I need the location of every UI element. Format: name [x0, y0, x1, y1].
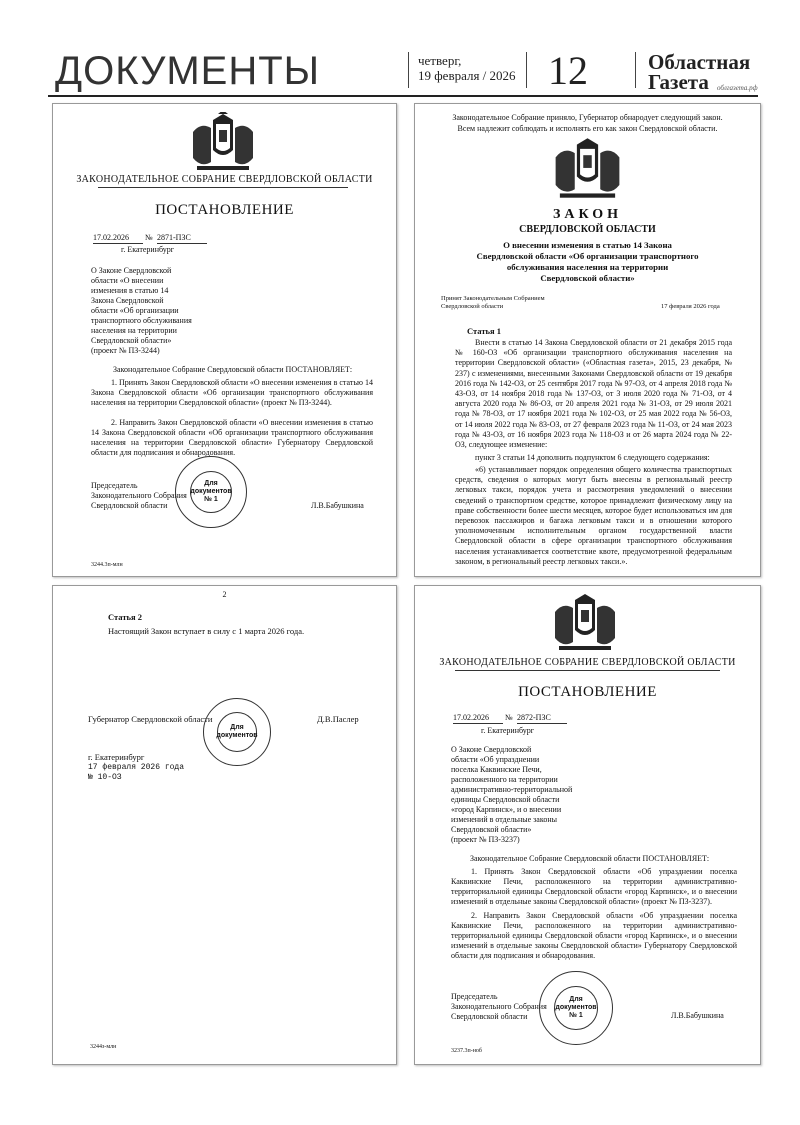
page-number: 12: [548, 48, 588, 93]
subject-line: изменений в отдельные законы: [451, 815, 557, 824]
subject-line: административно-территориальной: [451, 785, 573, 794]
signer-title: [451, 992, 547, 1022]
doc-city: г. Екатеринбург: [121, 245, 175, 254]
adopted-by: [441, 295, 545, 311]
signer-title-line: Законодательного Собрания: [91, 491, 187, 500]
doc-number: 2872-ПЗС: [517, 713, 567, 724]
law-title-line: О внесении изменения в статью 14 Закона: [503, 240, 672, 250]
subject-line: единицы Свердловской области: [451, 795, 560, 804]
seal-stamp-text: Для документов № 1: [190, 471, 233, 514]
coat-of-arms-icon: [545, 136, 630, 202]
doc-date: 17.02.2026: [453, 713, 503, 724]
doc-type: ПОСТАНОВЛЕНИЕ: [155, 202, 294, 218]
item-1: 1. Принять Закон Свердловской области «Об упразднении поселка Каквинские Печи, расположенного на территории административно-территориальной единицы Свердловской области «город Карпинск», и о внесении изменений в отдельные законы Свердловской области» (проект № ПЗ-3237).: [451, 867, 737, 906]
seal-stamp: [203, 698, 271, 766]
subject-line: (проект № ПЗ-3237): [451, 835, 520, 844]
item-1: 1. Принять Закон Свердловской области «О внесении изменения в статью 14 Закона Свердловской области «Об организации транспортного обслуживания населения на территории Свердловской области» (проект № ПЗ-3244).: [91, 378, 373, 407]
doc-type: ПОСТАНОВЛЕНИЕ: [518, 684, 657, 700]
footer-code: 3244.3п-млн: [91, 562, 123, 568]
header-divider: [635, 52, 636, 88]
doc-number-prefix: №: [145, 233, 153, 242]
signer-title: [91, 481, 187, 511]
law-number: № 10-ОЗ: [88, 773, 122, 782]
subject-line: поселка Каквинские Печи,: [451, 765, 542, 774]
signer-title-line: Председатель: [451, 992, 498, 1001]
clause-intro: пункт 3 статьи 14 дополнить подпунктом 6 следующего содержания:: [475, 453, 710, 462]
subject-line: области «Об организации: [91, 306, 179, 315]
signer-name: Л.В.Бабушкина: [671, 1011, 724, 1020]
org-name: ЗАКОНОДАТЕЛЬНОЕ СОБРАНИЕ СВЕРДЛОВСКОЙ ОБЛАСТИ: [76, 174, 373, 185]
document-postanovlenie-2872: [414, 585, 761, 1065]
law-word: ЗАКОН: [552, 207, 623, 222]
issue-date-value: 19 февраля / 2026: [418, 68, 516, 83]
seal-stamp-text: Для документов: [217, 712, 257, 752]
law-region: СВЕРДЛОВСКОЙ ОБЛАСТИ: [519, 224, 656, 235]
sign-date: 17 февраля 2026 года: [88, 763, 185, 772]
intro-text: [415, 112, 760, 134]
subject-line: транспортного обслуживания: [91, 316, 192, 325]
article-text: Внести в статью 14 Закона Свердловской области от 21 декабря 2015 года № 160-ОЗ «Об организации транспортного обслуживания населения на территории Свердловской области» («Областная газета», 2015, 23 декабря, № 237) с изменениями, внесенными Законами Свердловской области от 19 декабря 2016 года № 142-ОЗ, от 25 сентября 2017 года № 97-ОЗ, от 4 апреля 2018 года № 43-ОЗ, от 14 ноября 2018 года № 137-ОЗ, от 3 июля 2020 года № 71-ОЗ, от 4 августа 2020 года № 86-ОЗ, от 20 апреля 2021 года № 31-ОЗ, от 29 июля 2021 года № 78-ОЗ, от 17 ноября 2021 года № 102-ОЗ, от 25 мая 2022 года № 56-ОЗ, от 14 июля 2022 года № 83-ОЗ, от 27 февраля 2023 года № 11-ОЗ, от 24 мая 2023 года № 43-ОЗ, от 16 ноября 2023 года № 118-ОЗ и от 26 марта 2024 года № 22-ОЗ, следующее изменение:: [455, 338, 732, 450]
signer-name: Л.В.Бабушкина: [311, 501, 364, 510]
sign-city: г. Екатеринбург: [88, 752, 145, 762]
subject-line: области «О внесении: [91, 276, 164, 285]
subject-line: расположенного на территории: [451, 775, 558, 784]
newspaper-site: облгазета.рф: [717, 84, 758, 92]
header-divider: [526, 52, 527, 88]
divider: [98, 187, 348, 188]
footer-code: 3237.3п-ноб: [451, 1048, 482, 1054]
doc-date: 17.02.2026: [93, 233, 143, 244]
page-num: 2: [222, 590, 227, 599]
item-2: 2. Направить Закон Свердловской области «Об упразднении поселка Каквинские Печи, расположенного на территории административно-территориальной единицы Свердловской области «город Карпинск», и о внесении изменений в отдельные законы Свердловской области» Губернатору Свердловской области для подписания и обнародования.: [451, 911, 737, 960]
issue-date: [418, 53, 516, 83]
adopted-date: 17 февраля 2026 года: [661, 303, 720, 310]
document-postanovlenie-2871: [52, 103, 397, 577]
signer-title-line: Законодательного Собрания: [451, 1002, 547, 1011]
doc-subject: [451, 745, 611, 845]
subject-line: Свердловской области»: [91, 336, 172, 345]
law-title-line: Свердловской области»: [540, 273, 635, 283]
law-title-line: Свердловской области «Об организации транспортного: [476, 251, 699, 261]
org-name: ЗАКОНОДАТЕЛЬНОЕ СОБРАНИЕ СВЕРДЛОВСКОЙ ОБЛАСТИ: [439, 657, 736, 668]
intro-line: Всем надлежит соблюдать и исполнять его как закон Свердловской области.: [457, 124, 718, 133]
doc-number: 2871-ПЗС: [157, 233, 207, 244]
item-2: 2. Направить Закон Свердловской области «О внесении изменения в статью 14 Закона Свердловской области «Об организации транспортного обслуживания населения на территории Свердловской области» Губернатору Свердловской области для подписания и обнародования.: [91, 418, 373, 457]
signer-title-line: Председатель: [91, 481, 138, 490]
header-rule: [48, 95, 758, 97]
subject-line: Закона Свердловской: [91, 296, 164, 305]
divider: [455, 670, 720, 671]
footer-code: 3244з-млн: [90, 1044, 117, 1050]
subject-line: О Законе Свердловской: [451, 745, 532, 754]
preamble: Законодательное Собрание Свердловской области ПОСТАНОВЛЯЕТ:: [470, 854, 710, 863]
subject-line: (проект № ПЗ-3244): [91, 346, 160, 355]
subject-line: населения на территории: [91, 326, 177, 335]
coat-of-arms-icon: [545, 592, 625, 654]
law-title-line: обслуживания населения на территории: [506, 262, 669, 272]
newspaper-name-line2: Газета: [648, 70, 709, 94]
clause-text: «6) устанавливает порядок определения общего количества транспортных средств, сведения о которых могут быть внесены в региональный реестр легковых такси, порядок учета и рассмотрения уведомлений о внесении сведений о транспортном средстве, которое принадлежит физическому лицу на праве собственности более шести месяцев, которое будет использоваться им для перевозок пассажиров и багажа легковым такси и в отношении которого уполномоченным исполнительным органом государственной власти Свердловской области в сфере организации транспортного обслуживания населения устанавливается соответствие квоте, предусмотренной федеральным законом, в региональный реестр легковых такси.».: [455, 465, 732, 566]
signer-title-line: Свердловской области: [451, 1012, 528, 1021]
subject-line: Свердловской области»: [451, 825, 532, 834]
law-document-page-2: [52, 585, 397, 1065]
section-title: ДОКУМЕНТЫ: [55, 49, 321, 93]
doc-subject: [91, 266, 231, 356]
governor-name: Д.В.Паслер: [317, 714, 359, 724]
doc-number-prefix: №: [505, 713, 513, 722]
preamble: Законодательное Собрание Свердловской области ПОСТАНОВЛЯЕТ:: [113, 365, 353, 374]
governor-title: Губернатор Свердловской области: [88, 714, 213, 724]
coat-of-arms-icon: [183, 112, 263, 174]
subject-line: «город Карпинск», и о внесении: [451, 805, 562, 814]
signer-title-line: Свердловской области: [91, 501, 168, 510]
doc-city: г. Екатеринбург: [481, 726, 535, 735]
intro-line: Законодательное Собрание приняло, Губернатор обнародует следующий закон.: [452, 113, 723, 122]
seal-stamp-text: Для документов № 1: [554, 986, 598, 1030]
subject-line: О Законе Свердловской: [91, 266, 172, 275]
adopted-by-line: Принят Законодательным Собранием: [441, 295, 545, 302]
law-document: [414, 103, 761, 577]
subject-line: области «Об упразднении: [451, 755, 540, 764]
article-text: Настоящий Закон вступает в силу с 1 марта 2026 года.: [108, 626, 305, 636]
issue-weekday: четверг,: [418, 53, 462, 68]
header-divider: [408, 52, 409, 88]
article-heading: Статья 1: [467, 326, 501, 336]
law-title: [435, 240, 740, 284]
article-heading: Статья 2: [108, 612, 142, 622]
adopted-by-line: Свердловской области: [441, 303, 504, 310]
subject-line: изменения в статью 14: [91, 286, 169, 295]
seal-stamp: [175, 456, 247, 528]
seal-stamp: [539, 971, 613, 1045]
newspaper-name-line1: Областная: [648, 50, 751, 74]
